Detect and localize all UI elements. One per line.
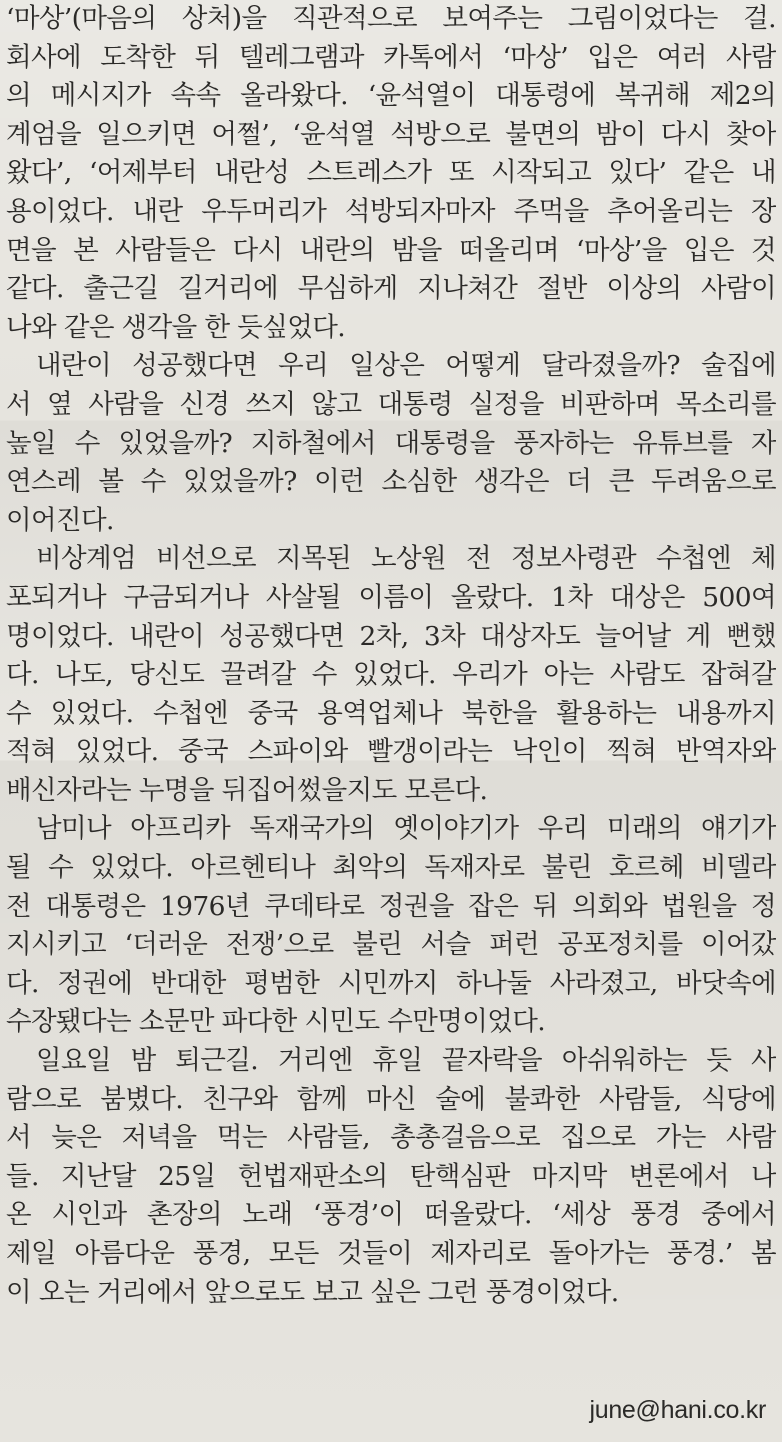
article-line-text: 의 메시지가 속속 올라왔다. ‘윤석열이 대통령에 복귀해 제2의 (6, 80, 776, 112)
article-line (6, 733, 776, 772)
article-line (6, 810, 776, 849)
article-line-text: 일요일 밤 퇴근길. 거리엔 휴일 끝자락을 아쉬워하는 듯 사 (36, 1045, 776, 1077)
article-line-text: 들. 지난달 25일 헌법재판소의 탄핵심판 마지막 변론에서 나 (6, 1160, 776, 1192)
article-line-text: 서 늦은 저녁을 먹는 사람들, 총총걸음으로 집으로 가는 사람 (6, 1122, 776, 1154)
article-line (6, 1158, 776, 1197)
article-line-text: 포되거나 구금되거나 사살될 이름이 올랐다. 1차 대상은 500여 (6, 581, 776, 613)
article-line-text: 전 대통령은 1976년 쿠데타로 정권을 잡은 뒤 의회와 법원을 정 (6, 890, 776, 922)
article-line (6, 772, 776, 811)
article-line-text: 이어진다. (6, 504, 114, 536)
article-line-text: 온 시인과 촌장의 노래 ‘풍경’이 떠올랐다. ‘세상 풍경 중에서 (6, 1199, 776, 1231)
article-line (6, 1119, 776, 1158)
article-line-text: 될 수 있었다. 아르헨티나 최악의 독재자로 불린 호르헤 비델라 (6, 852, 776, 884)
article-line (6, 695, 776, 734)
article-line (6, 77, 776, 116)
article-line (6, 270, 776, 309)
article-line-text: 왔다’, ‘어제부터 내란성 스트레스가 또 시작되고 있다’ 같은 내 (6, 157, 776, 189)
article-line (6, 1081, 776, 1120)
article-line-text: ‘마상’(마음의 상처)을 직관적으로 보여주는 그림이었다는 걸. (6, 3, 776, 34)
article-line-text: 같다. 출근길 길거리에 무심하게 지나쳐간 절반 이상의 사람이 (6, 273, 776, 305)
article-line (6, 579, 776, 618)
article-line (6, 232, 776, 271)
article-line (6, 425, 776, 464)
article-line-text: 적혀 있었다. 중국 스파이와 빨갱이라는 낙인이 찍혀 반역자와 (6, 736, 776, 768)
article-paragraph (6, 347, 776, 540)
article-line-text: 수 있었다. 수첩엔 중국 용역업체나 북한을 활용하는 내용까지 (6, 697, 776, 729)
article-line (6, 656, 776, 695)
article-line-text: 수장됐다는 소문만 파다한 시민도 수만명이었다. (6, 1006, 546, 1038)
article-line-text: 서 옆 사람을 신경 쓰지 않고 대통령 실정을 비판하며 목소리를 (6, 388, 776, 420)
article-line-text: 나와 같은 생각을 한 듯싶었다. (6, 311, 346, 343)
article-line (6, 1003, 776, 1042)
article-line (6, 965, 776, 1004)
article-line-text: 내란이 성공했다면 우리 일상은 어떻게 달라졌을까? 술집에 (36, 350, 776, 382)
article-line-text: 명이었다. 내란이 성공했다면 2차, 3차 대상자도 늘어날 게 뻔했 (6, 620, 776, 652)
article-line (6, 849, 776, 888)
article-line-text: 높일 수 있었을까? 지하철에서 대통령을 풍자하는 유튜브를 자 (6, 427, 776, 459)
article-line-text: 용이었다. 내란 우두머리가 석방되자마자 주먹을 추어올리는 장 (6, 195, 776, 227)
article-line (6, 463, 776, 502)
article-line (6, 540, 776, 579)
article-line (6, 1042, 776, 1081)
article-line (6, 193, 776, 232)
article-line (6, 0, 776, 39)
article-line-text: 남미나 아프리카 독재국가의 옛이야기가 우리 미래의 얘기가 (36, 813, 776, 845)
article-line-text: 계엄을 일으키면 어쩔’, ‘윤석열 석방으로 불면의 밤이 다시 찾아 (6, 118, 776, 150)
article-line (6, 502, 776, 541)
article-line-text: 다. 정권에 반대한 평범한 시민까지 하나둘 사라졌고, 바닷속에 (6, 967, 776, 999)
article-line (6, 888, 776, 927)
article-body (6, 0, 776, 1312)
article-line-text: 배신자라는 누명을 뒤집어썼을지도 모른다. (6, 774, 488, 806)
article-line-text: 다. 나도, 당신도 끌려갈 수 있었다. 우리가 아는 사람도 잡혀갈 (6, 659, 776, 691)
article-line (6, 926, 776, 965)
article-paragraph (6, 810, 776, 1042)
article-line (6, 116, 776, 155)
author-email: june@hani.co.kr (589, 1396, 766, 1424)
article-line-text: 람으로 붐볐다. 친구와 함께 마신 술에 불콰한 사람들, 식당에 (6, 1083, 776, 1115)
article-line (6, 39, 776, 78)
article-line-text: 회사에 도착한 뒤 텔레그램과 카톡에서 ‘마상’ 입은 여러 사람 (6, 41, 776, 73)
article-line (6, 1196, 776, 1235)
article-line (6, 386, 776, 425)
article-paragraph (6, 1042, 776, 1312)
article-line-text: 면을 본 사람들은 다시 내란의 밤을 떠올리며 ‘마상’을 입은 것 (6, 234, 776, 266)
article-line (6, 1235, 776, 1274)
article-line-text: 지시키고 ‘더러운 전쟁’으로 불린 서슬 퍼런 공포정치를 이어갔 (6, 929, 776, 961)
article-line (6, 347, 776, 386)
article-line-text: 이 오는 거리에서 앞으로도 보고 싶은 그런 풍경이었다. (6, 1276, 619, 1308)
article-line (6, 309, 776, 348)
article-line-text: 연스레 볼 수 있었을까? 이런 소심한 생각은 더 큰 두려움으로 (6, 466, 776, 498)
article-paragraph (6, 540, 776, 810)
article-line (6, 154, 776, 193)
article-line (6, 1274, 776, 1313)
article-line-text: 제일 아름다운 풍경, 모든 것들이 제자리로 돌아가는 풍경.’ 봄 (6, 1238, 776, 1269)
article-line-text: 비상계엄 비선으로 지목된 노상원 전 정보사령관 수첩엔 체 (36, 543, 776, 575)
article-paragraph (6, 0, 776, 347)
article-line (6, 618, 776, 657)
